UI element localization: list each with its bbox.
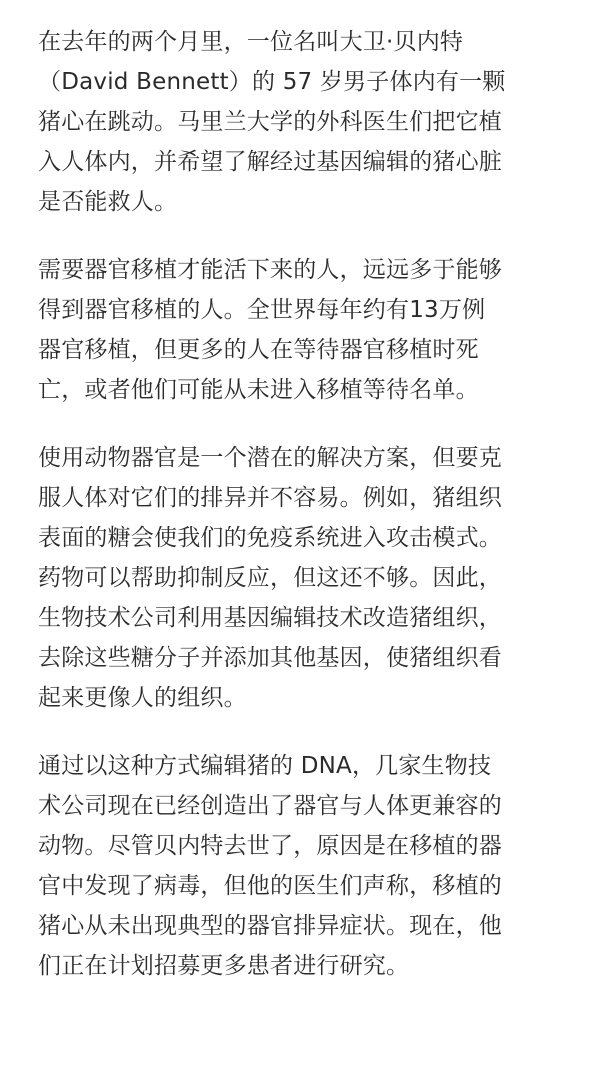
text-line: 器官移植，但更多的人在等待器官移植时死 (38, 337, 479, 363)
text-line: 们正在计划招募更多患者进行研究。 (38, 953, 410, 979)
article-body (38, 22, 568, 1014)
text-line: 入人体内，并希望了解经过基因编辑的猪心脏 (38, 149, 502, 175)
text-line: 动物。尽管贝内特去世了，原因是在移植的器 (38, 833, 502, 859)
text-line: 是否能救人。 (38, 189, 178, 215)
paragraph-2 (38, 250, 568, 410)
text-line: 得到器官移植的人。全世界每年约有13万例 (38, 297, 486, 323)
text-line: 药物可以帮助抑制反应，但这还不够。因此， (38, 565, 502, 591)
text-line: 使用动物器官是一个潜在的解决方案，但要克 (38, 445, 502, 471)
text-line: （David Bennett）的 57 岁男子体内有一颗 (38, 69, 506, 95)
text-line: 起来更像人的组织。 (38, 685, 247, 711)
text-line: 猪心在跳动。马里兰大学的外科医生们把它植 (38, 109, 502, 135)
text-line: 需要器官移植才能活下来的人，远远多于能够 (38, 257, 502, 283)
text-line: 官中发现了病毒，但他的医生们声称，移植的 (38, 873, 502, 899)
text-line: 去除这些糖分子并添加其他基因，使猪组织看 (38, 645, 502, 671)
text-line: 术公司现在已经创造出了器官与人体更兼容的 (38, 793, 502, 819)
paragraph-3 (38, 438, 568, 718)
text-line: 亡，或者他们可能从未进入移植等待名单。 (38, 377, 479, 403)
text-line: 生物技术公司利用基因编辑技术改造猪组织， (38, 605, 502, 631)
text-line: 在去年的两个月里，一位名叫大卫·贝内特 (38, 29, 464, 55)
text-line: 通过以这种方式编辑猪的 DNA，几家生物技 (38, 753, 492, 779)
text-line: 服人体对它们的排异并不容易。例如，猪组织 (38, 485, 502, 511)
paragraph-1 (38, 22, 568, 222)
text-line: 表面的糖会使我们的免疫系统进入攻击模式。 (38, 525, 502, 551)
paragraph-4 (38, 746, 568, 986)
text-line: 猪心从未出现典型的器官排异症状。现在，他 (38, 913, 502, 939)
